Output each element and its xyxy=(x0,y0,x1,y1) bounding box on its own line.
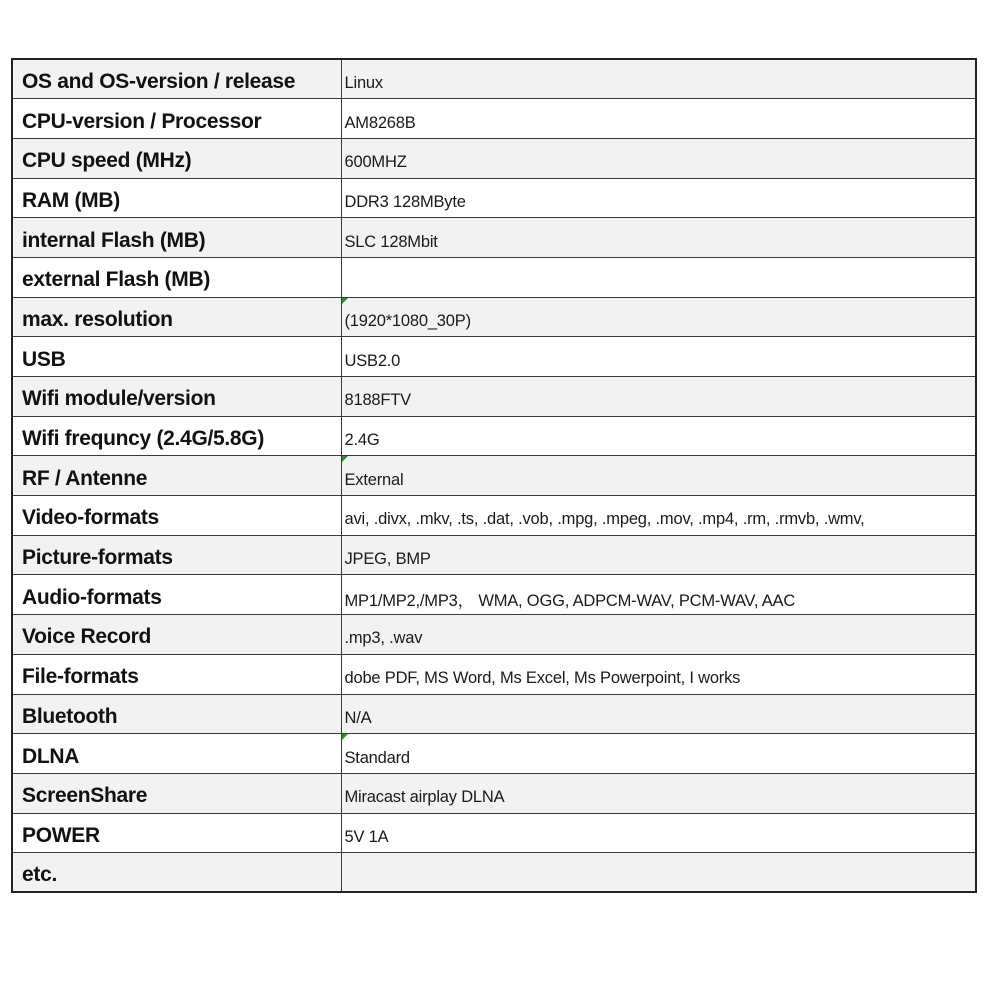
spec-value: Linux xyxy=(341,59,976,99)
spec-label: Wifi module/version xyxy=(12,377,341,417)
table-row xyxy=(12,138,976,178)
spec-label: CPU speed (MHz) xyxy=(12,138,341,178)
spec-value: Standard xyxy=(341,734,976,774)
table-row xyxy=(12,377,976,417)
spec-value: dobe PDF, MS Word, Ms Excel, Ms Powerpoint, I works xyxy=(341,654,976,694)
spec-value: 600MHZ xyxy=(341,138,976,178)
spec-value: SLC 128Mbit xyxy=(341,218,976,258)
spec-label: OS and OS-version / release xyxy=(12,59,341,99)
spec-value: JPEG, BMP xyxy=(341,535,976,575)
spec-label: etc. xyxy=(12,853,341,893)
table-row xyxy=(12,178,976,218)
table-row xyxy=(12,773,976,813)
spec-value xyxy=(341,257,976,297)
spec-value: Miracast airplay DLNA xyxy=(341,773,976,813)
spec-label: internal Flash (MB) xyxy=(12,218,341,258)
table-row xyxy=(12,813,976,853)
table-row xyxy=(12,416,976,456)
spec-value: avi, .divx, .mkv, .ts, .dat, .vob, .mpg, .mpeg, .mov, .mp4, .rm, .rmvb, .wmv, xyxy=(341,496,976,536)
table-row xyxy=(12,456,976,496)
spec-label: external Flash (MB) xyxy=(12,257,341,297)
spec-value: External xyxy=(341,456,976,496)
table-row xyxy=(12,654,976,694)
table-row xyxy=(12,615,976,655)
spec-label: Voice Record xyxy=(12,615,341,655)
spec-label: RAM (MB) xyxy=(12,178,341,218)
spec-label: Audio-formats xyxy=(12,575,341,615)
spec-value: USB2.0 xyxy=(341,337,976,377)
spec-value: AM8268B xyxy=(341,99,976,139)
spec-label: File-formats xyxy=(12,654,341,694)
spec-label: CPU-version / Processor xyxy=(12,99,341,139)
table-row xyxy=(12,853,976,893)
table-row xyxy=(12,257,976,297)
table-row xyxy=(12,59,976,99)
table-row xyxy=(12,496,976,536)
spec-value: 8188FTV xyxy=(341,377,976,417)
spec-value: 5V 1A xyxy=(341,813,976,853)
spec-table xyxy=(11,58,977,893)
table-row xyxy=(12,218,976,258)
spec-value: (1920*1080_30P) xyxy=(341,297,976,337)
spec-value: MP1/MP2,/MP3， WMA, OGG, ADPCM-WAV, PCM-WAV, AAC xyxy=(341,575,976,615)
spec-label: RF / Antenne xyxy=(12,456,341,496)
spec-label: max. resolution xyxy=(12,297,341,337)
table-row xyxy=(12,99,976,139)
spec-value: N/A xyxy=(341,694,976,734)
spec-value: DDR3 128MByte xyxy=(341,178,976,218)
table-row xyxy=(12,694,976,734)
spec-value: 2.4G xyxy=(341,416,976,456)
table-row xyxy=(12,734,976,774)
spec-label: Picture-formats xyxy=(12,535,341,575)
spec-label: USB xyxy=(12,337,341,377)
spec-value: .mp3, .wav xyxy=(341,615,976,655)
spec-label: DLNA xyxy=(12,734,341,774)
table-row xyxy=(12,297,976,337)
spec-label: POWER xyxy=(12,813,341,853)
spec-label: Video-formats xyxy=(12,496,341,536)
spec-label: Wifi frequncy (2.4G/5.8G) xyxy=(12,416,341,456)
spec-label: Bluetooth xyxy=(12,694,341,734)
spec-value xyxy=(341,853,976,893)
table-row xyxy=(12,535,976,575)
table-row xyxy=(12,337,976,377)
spec-label: ScreenShare xyxy=(12,773,341,813)
table-row xyxy=(12,575,976,615)
